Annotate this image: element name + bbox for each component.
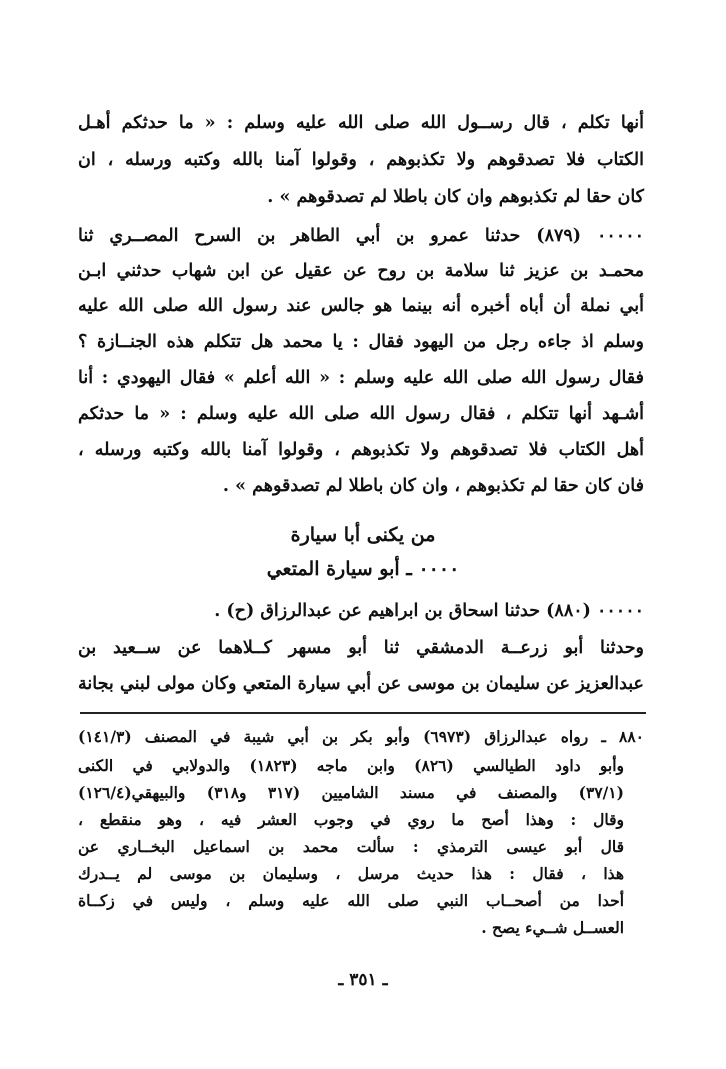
body-line: أشـهد أنها تتكلم ، فقال رسول الله صلى الله عليه وسلم : « ما حدثكم	[78, 404, 644, 424]
page-number: ـ ٣٥١ ـ	[338, 970, 388, 990]
body-line: كان حقا لم تكذبوهم وان كان باطلا لم تصدقوهم » .	[267, 187, 644, 207]
footnote-divider	[80, 712, 646, 714]
body-line: أنها تكلم ، قال رســول الله صلى الله عليه وسلم : « ما حدثكم أهـل	[78, 113, 644, 133]
body-line: أهل الكتاب فلا تصدقوهم ولا تكذبوهم ، وقولوا آمنا بالله وكتبه ورسله ،	[78, 440, 644, 460]
body-line: أبي نملة أن أباه أخبره أنه بينما هو جالس عند رسول الله صلى الله عليه	[78, 296, 644, 316]
footnote-line: العســل شــيء يصح .	[481, 918, 624, 937]
body-line: عبدالعزيز عن سليمان بن موسى عن أبي سيارة المتعي وكان مولى لبني بجانة	[78, 674, 644, 694]
footnote-line: وقال : وهذا أصح ما روي في وجوب العشر فيه ، وهو منقطع ،	[78, 810, 624, 829]
footnote-line: أحدا من أصحــاب النبي صلى الله عليه وسلم ، وليس في زكــاة	[78, 891, 624, 910]
body-line: فقال رسول الله صلى الله عليه وسلم : « الله أعلم » فقال اليهودي : أنا	[78, 368, 644, 388]
footnote-line: ٨٨٠ ـ رواه عبدالرزاق (٦٩٧٣) وأبو بكر بن أبي شيبة في المصنف (١٤١/٣)	[78, 727, 644, 746]
footnote-line: هذا ، فقال : هذا حديث مرسل ، وسليمان بن موسى لم يــدرك	[78, 864, 624, 883]
body-line: الكتاب فلا تصدقوهم ولا تكذبوهم ، وقولوا آمنا بالله وكتبه ورسله ، ان	[78, 150, 644, 170]
footnote-line: وأبو داود الطيالسي (٨٢٦) وابن ماجه (١٨٢٣) والدولابي في الكنى	[78, 756, 624, 775]
body-line: ٠٠٠٠٠ (٨٧٩) حدثنا عمرو بن أبي الطاهر بن السرح المصــري ثنا	[78, 226, 645, 246]
section-heading: من يكنى أبا سيارة	[290, 524, 436, 546]
footnote-line: قال أبو عيسى الترمذي : سألت محمد بن اسماعيل البخــاري عن	[78, 837, 624, 856]
body-line: وسلم اذ جاءه رجل من اليهود فقال : يا محمد هل تتكلم هذه الجنــازة ؟	[78, 332, 644, 352]
footnote-line: (٣٧/١) والمصنف في مسند الشاميين (٣١٧ و٣١٨) والبيهقي(١٢٦/٤)	[78, 783, 624, 802]
body-line: وحدثنا أبو زرعــة الدمشقي ثنا أبو مسهر كــلاهما عن ســعيد بن	[78, 638, 644, 658]
body-line: فان كان حقا لم تكذبوهم ، وان كان باطلا لم تصدقوهم » .	[222, 476, 644, 496]
section-subheading: ٠٠٠٠ ـ أبو سيارة المتعي	[266, 558, 460, 580]
body-line: ٠٠٠٠٠ (٨٨٠) حدثنا اسحاق بن ابراهيم عن عبدالرزاق (ح) .	[214, 601, 644, 621]
body-line: محمـد بن عزيز ثنا سلامة بن روح عن عقيل عن ابن شهاب حدثني ابـن	[78, 261, 644, 281]
